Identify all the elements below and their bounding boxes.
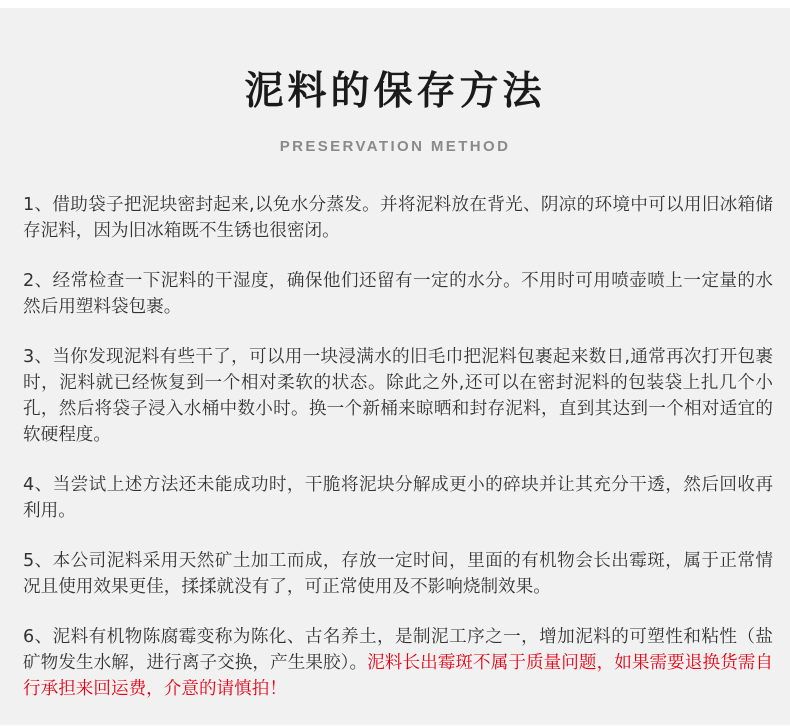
content <box>23 192 773 726</box>
paragraph-6 <box>23 624 773 702</box>
paragraph-3 <box>23 344 773 448</box>
paragraph-1-text: 1、借助袋子把泥块密封起来,以免水分蒸发。并将泥料放在背光、阴凉的环境中可以用旧冰箱储存泥料，因为旧冰箱既不生锈也很密闭。 <box>23 195 773 241</box>
paragraph-4-text: 4、当尝试上述方法还未能成功时，干脆将泥块分解成更小的碎块并让其充分干透，然后回收再利用。 <box>23 475 773 521</box>
paragraph-1 <box>23 192 773 244</box>
warning-text: 泥料长出霉斑不属于质量问题，如果需要退换货需自行承担来回运费，介意的请慎拍！ <box>23 653 773 699</box>
paragraph-3-text: 3、当你发现泥料有些干了，可以用一块浸满水的旧毛巾把泥料包裹起来数日,通常再次打开包裹时，泥料就已经恢复到一个相对柔软的状态。除此之外,还可以在密封泥料的包装袋上扎几个小孔，然后将袋子浸入水桶中数小时。换一个新桶来晾晒和封存泥料，直到其达到一个相对适宜的软硬程度。 <box>23 347 773 445</box>
page-title: 泥料的保存方法 <box>244 69 546 114</box>
paragraph-5 <box>23 548 773 600</box>
paragraph-2 <box>23 268 773 320</box>
page-subtitle: PRESERVATION METHOD <box>279 138 511 155</box>
top-border <box>0 0 790 8</box>
paragraph-5-text: 5、本公司泥料采用天然矿土加工而成，存放一定时间，里面的有机物会长出霉斑，属于正常情况且使用效果更佳，揉揉就没有了，可正常使用及不影响烧制效果。 <box>23 551 773 597</box>
paragraph-4 <box>23 472 773 524</box>
paragraph-6-text: 6、泥料有机物陈腐霉变称为陈化、古名养土，是制泥工序之一，增加泥料的可塑性和粘性（盐矿物发生水解，进行离子交换，产生果胶）。 <box>23 627 773 673</box>
paragraph-2-text: 2、经常检查一下泥料的干湿度，确保他们还留有一定的水分。不用时可用喷壶喷上一定量的水然后用塑料袋包裹。 <box>23 271 773 317</box>
